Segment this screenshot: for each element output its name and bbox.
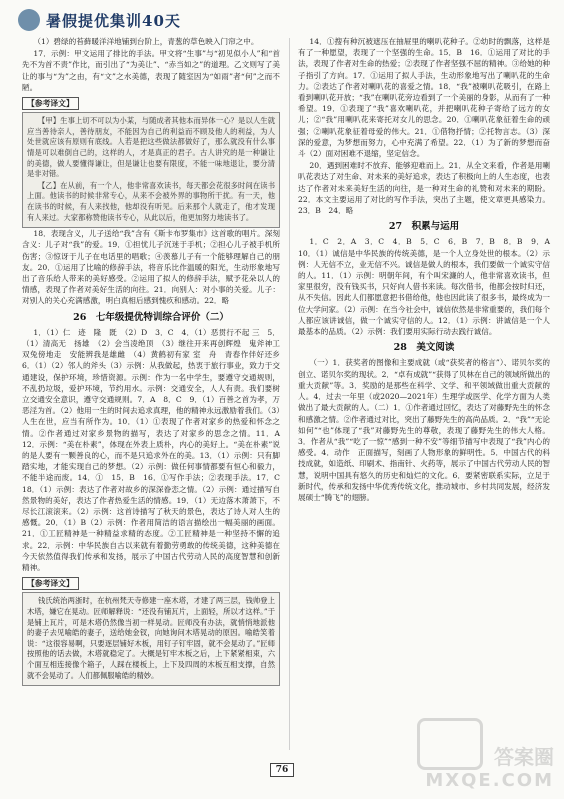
answer-paragraph: 1．（1）仁 迹 隆 既 （2）D 3．C 4．（1）恶贯行不起 三 5．（1）清高无 扬雄 （2）会当凌绝顶 （3）继往开来再创辉煌 鬼斧神工 双兔傍地走 安能辨我是雄雌 （4）黄鹤初有家 室 舟 青春作伴好还乡 6．（1）（2）邻人的斧头（3）示例：从我做起，热衷于旅行事业，致力于交通建设，保护环境，珍惜资源。示例：作为一名中学生，要遵守交通规则，不乱扔垃圾，爱护环境，节约用水。示例：交通安全，人人有责。我们要树立交通安全意识，遵守交通规则。7．A 8．C 9．（1）百善之首为孝，万恶淫为首。（2）他用一生的时间去追求真理，他的精神永远激励着我们。（3）人生在世，应当有所作为。10．（1）①表现了作者对家乡的热爱和怀念之情。②作者通过对家乡景物的描写，表达了对家乡的思念之情。11．A 12．示例：“美在朴素”，体现在外表上质朴，内心的美好上。“美在朴素”说的是人要有一颗善良的心，而不是只追求外在的美。13．（1）示例：只有脚踏实地，才能实现自己的梦想。（2）示例：做任何事情都要有恒心和毅力，不能半途而废。14．① 15．B 16．①写作手法；②表现手法。17．C 18．（1）示例：表达了作者对故乡的深深眷恋之情。（2）示例：通过描写自然景物的美好，表达了作者热爱生活的情感。19．（1）无边落木萧萧下，不尽长江滚滚来。（2）示例：这首诗描写了秋天的景色，表达了诗人对人生的感慨。20．（1）B（2）示例：作者用简洁的语言描绘出一幅美丽的画面。21．①工匠精神是一种精益求精的态度。②工匠精神是一种坚持不懈的追求。22．示例：中华民族自古以来就有着勤劳勇敢的传统美德，这种美德在今天依然值得我们传承和发扬，展示了中国古代劳动人民的高度智慧和创新精神。 (22, 327, 288, 573)
translation-paragraph: 【乙】在从前，有一个人，他非常喜欢读书，每天都会花很多时间在读书上面。他读书的时候非常专心，从来不会被外界的事物所干扰。有一天，他在读书的时候，有人来找他，他却没有听见。后来那个人就走了，他才发现有人来过。大家都称赞他读书专心，从此以后，他更加努力地读书了。 (27, 180, 275, 222)
page-number: 76 (270, 763, 295, 777)
answer-paragraph: 17．示例：甲文运用了排比的手法。甲文将“生事”与“初见似小人”和“首先不为首不责”作比，而引出了“为美让”、“赤当如之”的道理。乙文则写了美让的事与“为”之由，有“文”之水美德，表现了随室因为“如雨”者“何”之而不陋。 (22, 49, 280, 92)
translation-paragraph: 【甲】生事上切不可以为小某，与随成者其他本而异体一心？是以人生就应当善待亲人，善待朋友，不能因为自己的利益而不顾及他人的利益，为人处世就应该有原则有底线。人若是把这些做法都做好了，那么就没有什么事情是可以难倒自己的，这样的人，才是真正的君子。古人讲究的是一种谦让的美德，做人要懂得谦让，但是谦让也要有限度，不能一味地退让，要分清是非对错。 (27, 116, 275, 179)
section-heading-28: 28 美文阅读 (393, 342, 455, 354)
answer-paragraph: 20．遇到困难时不放弃、能够迎难而上。21．从全文来看，作者是用喇叭花表达了对生命、对未来的美好追求，表达了积极向上的人生态度，也表达了作者对未来美好生活的向往，是一种对生命的礼赞和对未来的期盼。22．本文主要运用了对比的写作手法，突出了主题，使文章更具感染力。23．B 24．略 (298, 161, 550, 216)
page-header (18, 6, 181, 34)
watermark-url: MXQE.COM (425, 770, 554, 791)
answer-paragraph: 18．表现含义，儿子送给“我”含有《斯卡布罗集市》这首歌的唱片。深刻含义：儿子对“我”的爱。19．①担忧儿子沉迷于手机；②担心儿子被手机所伤害；③惊讶于儿子在电话里的唱歌；④羡慕儿子有一个能够理解自己的朋友。20．①运用了比喻的修辞手法，将音乐比作温暖的阳光，生动形象地写出了音乐给人带来的美好感受。②运用了拟人的修辞手法，赋予花朵以人的情感，表现了作者对美好生活的向往。21．向别人：对小事的关爱。儿子：对别人的关心充满感激，明白真相后感到愧疚和感动。22．略 (22, 229, 280, 306)
answer-paragraph: 14．①搜有种沉被遮压在抽屉里的喇叭花种子。②幼时的飘落，这样是有了一种愿望，表现了一个坚强的生命。15．B 16．①运用了对比的手法，表现了作者对生命的热爱；②表现了作者坚强不屈的精神。③给她的种子指引了方向。17．①运用了拟人手法，生动形象地写出了喇叭花的生命力。②表达了作者对喇叭花的喜爱之情。18．“我”被喇叭花吸引，在路上看到喇叭花开放；“我”在喇叭花旁边看到了一个美丽的身影，从而有了一种希望。19．①表现了“我”喜欢喇叭花，并把喇叭花种子寄给了远方的女儿；②“我”用喇叭花来寄托对女儿的思念。20．①喇叭花象征着生命的顽强；②喇叭花象征着母爱的伟大。21．①借物抒情；②托物言志。（3）深深的爱意，为梦想而努力，心中充满了希望。22．（1）为了新的梦想而奋斗（2）面对困难不退缩，坚定信念。 (298, 37, 550, 159)
watermark (417, 718, 554, 791)
section-heading-26: 26 七年级提优特训综合评价（二） (73, 311, 229, 323)
reference-translation-label: 【参考译文】 (22, 577, 79, 590)
answer-paragraph: 1．C 2．A 3．C 4．B 5．C 6．B 7．B 8．B 9．A 10．（1）诚信是中华民族的传统美德，是一个人立身处世的根本。（2）示例：人无信不立，业无信不兴。诚信是做人的根本，我们要做一个诚实守信的人。11．（1）示例：明朝年间，有个叫宋濂的人，他非常喜欢读书，但家里很穷，没有钱买书，只好向人借书来读。每次借书，他都会按时归还，从不失信。因此人们都愿意把书借给他，他也因此读了很多书，最终成为一位大学问家。（2）示例：在当今社会中，诚信依然是非常重要的，我们每个人都应该讲诚信，做一个诚实守信的人。12．（1）示例：讲诚信是一个人最基本的品质。（2）示例：我们要用实际行动去践行诚信。 (298, 237, 558, 337)
reference-translation-box (22, 112, 280, 228)
answer-paragraph: （1）碧绿的苔藓暖洋洋地铺到台阶上，青葱的草色映入门帘之中。 (33, 37, 259, 46)
left-column (22, 36, 288, 686)
answer-paragraph: （一）1．获奖者的图像和主要成就（或“获奖者的格言”）、诺贝尔奖的创立、诺贝尔奖的现状。2．“卓有成就”“获得了贝林在自己的领域所做出的重大贡献”等。3．奖励的是那些在科学、文学、和平领域做出重大贡献的人。4．过去一年里（或2020—2021年）生理学或医学、化学方面为人类做出了最大贡献的人。（二）1．①作者通过回忆，表达了对藤野先生的怀念和感激之情。②作者通过对比，突出了藤野先生的高尚品质。2．“我”“无论如何”“也”体现了“我”对藤野先生的尊敬，表现了藤野先生的伟大人格。3．作者从“我”“吃了一惊”“感到一种不安”等细节描写中表现了“我”内心的感受。4．动作 正面描写，刻画了人物形象的鲜明性。5．中国古代的科技成就，如造纸、印刷术、指南针、火药等，展示了中国古代劳动人民的智慧，说明中国具有悠久的历史和灿烂的文化。6．要紧密联系实际，立足于新时代，传承和发扬中华优秀传统文化，推动城市、乡村共同发展，经济发展硕士“腾飞”的翅膀。 (298, 358, 550, 502)
book-title: 暑假提优集训40天 (46, 11, 181, 30)
translation-paragraph: 钱氏统治两浙时，在杭州梵天寺修建一座木塔，才建了两三层，钱帅登上木塔，嫌它在晃动。匠师解释说：“还没有铺瓦片，上面轻，所以才这样。”于是铺上瓦片，可是木塔仍然像当初一样晃动。匠师没有办法，就悄悄地派他的妻子去见喻皓的妻子，送给她金钗，向她询问木塔晃动的原因。喻皓笑着说：“这很容易啊，只要逐层铺好木板，用钉子钉牢固，就不会晃动了。”匠师按照他的话去做，木塔就稳定了。大概是钉牢木板之后，上下紧紧相束，六个面互相连接像个箱子，人踩在楼板上，上下及四周的木板互相支撑，自然就不会晃动了。人们都佩服喻皓的精妙。 (27, 596, 275, 680)
section-heading-27: 27 积累与运用 (388, 221, 460, 233)
reference-translation-box (22, 592, 280, 686)
watermark-logo-icon (417, 718, 483, 770)
reference-translation-label: 【参考译文】 (22, 97, 79, 110)
watermark-text: 答案圈 (494, 745, 554, 769)
column-divider (289, 38, 290, 750)
book-logo-icon (18, 9, 40, 31)
right-column (298, 36, 558, 504)
